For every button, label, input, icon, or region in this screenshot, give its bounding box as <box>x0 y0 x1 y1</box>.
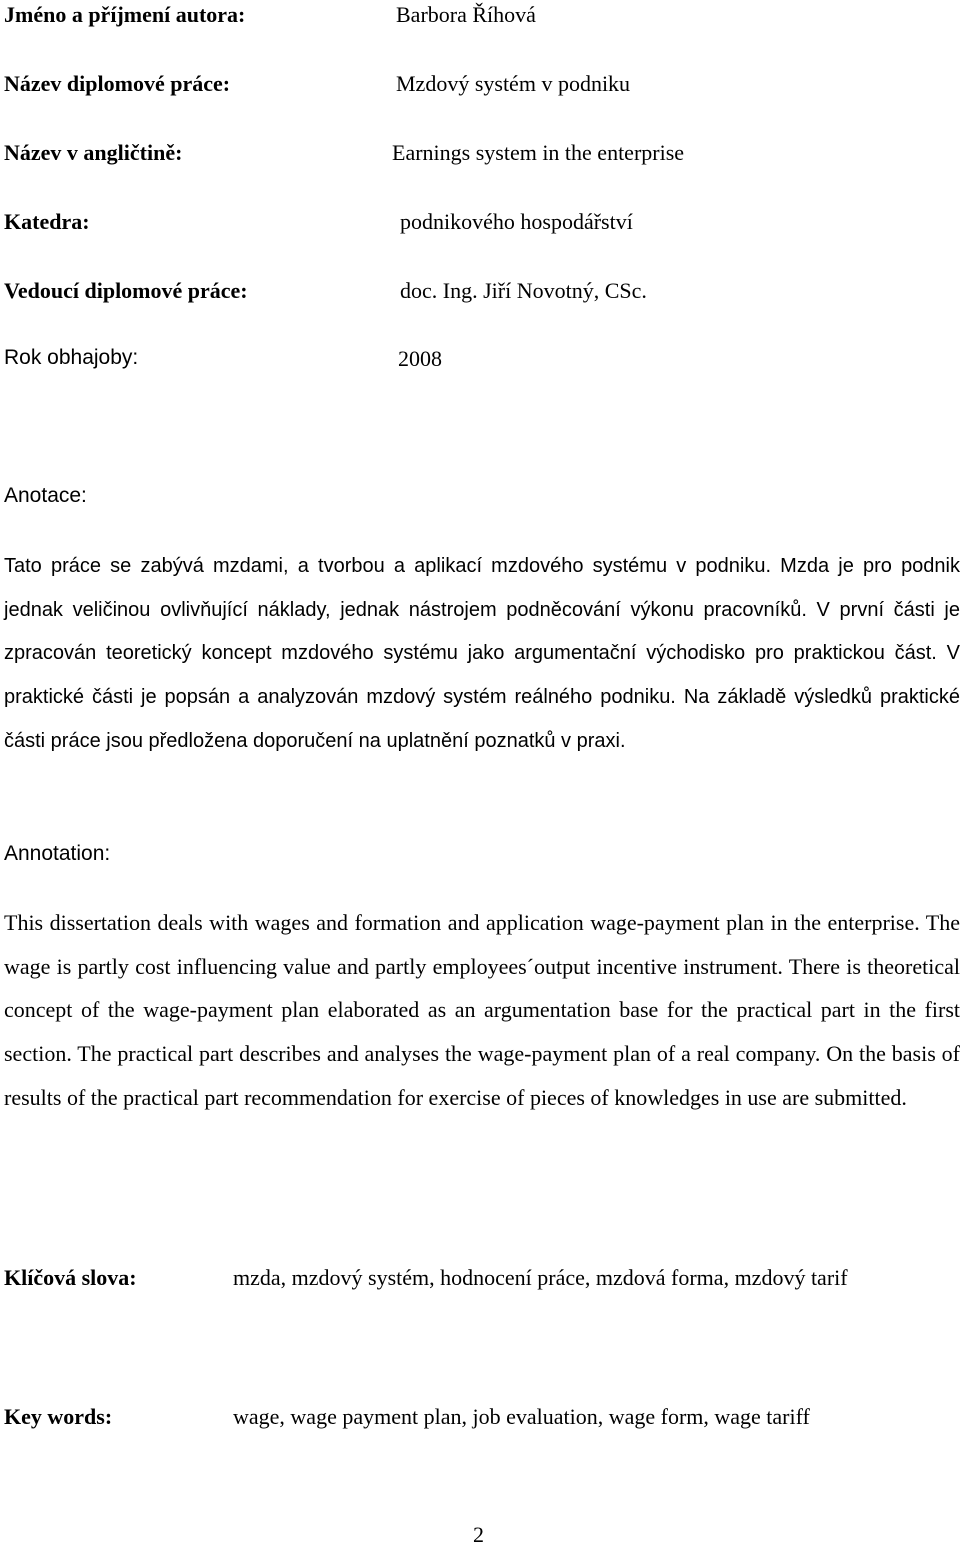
supervisor-label: Vedoucí diplomové práce: <box>4 278 248 303</box>
keywords-en-value: wage, wage payment plan, job evaluation, wage form, wage tariff <box>233 1404 810 1429</box>
anotace-heading: Anotace: <box>4 484 87 507</box>
page-number: 2 <box>473 1522 484 1547</box>
author-label: Jméno a příjmení autora: <box>4 2 246 27</box>
annotation-text: This dissertation deals with wages and formation and application wage-payment plan in the enterprise. The wage is partly cost influencing value and partly employees´output incentive instrument. There is theoretical concept of the wage-payment plan elaborated as an argumentation base for the practical part in the first section. The practical part describes and analyses the wage-payment plan of a real company. On the basis of results of the practical part recommendation for exercise of pieces of knowledges in use are submitted. <box>4 910 960 1110</box>
department-label: Katedra: <box>4 209 90 234</box>
author-value: Barbora Říhová <box>396 2 536 27</box>
defense-year-value: 2008 <box>398 346 442 371</box>
keywords-en-label: Key words: <box>4 1404 113 1429</box>
thesis-title-value: Mzdový systém v podniku <box>396 71 631 96</box>
annotation-heading: Annotation: <box>4 842 111 865</box>
thesis-title-label: Název diplomové práce: <box>4 71 231 96</box>
anotace-text: Tato práce se zabývá mzdami, a tvorbou a aplikací mzdového systému v podniku. Mzda je pro podnik jednak veličinou ovlivňující náklady, jednak nástrojem podněcování výkonu pracovníků. V první části je zpracován teoretický koncept mzdového systému jako argumentační východisko pro praktickou část. V praktické části je popsán a analyzován mzdový systém reálného podniku. Na základě výsledků praktické části práce jsou předložena doporučení na uplatnění poznatků v praxi. <box>4 555 960 752</box>
keywords-cz-value: mzda, mzdový systém, hodnocení práce, mzdová forma, mzdový tarif <box>233 1265 848 1290</box>
thesis-title-en-label: Název v angličtině: <box>4 140 183 165</box>
defense-year-label: Rok obhajoby: <box>4 346 139 369</box>
supervisor-value: doc. Ing. Jiří Novotný, CSc. <box>400 278 647 303</box>
thesis-title-en-value: Earnings system in the enterprise <box>392 140 685 165</box>
keywords-cz-label: Klíčová slova: <box>4 1265 137 1290</box>
department-value: podnikového hospodářství <box>400 209 633 234</box>
